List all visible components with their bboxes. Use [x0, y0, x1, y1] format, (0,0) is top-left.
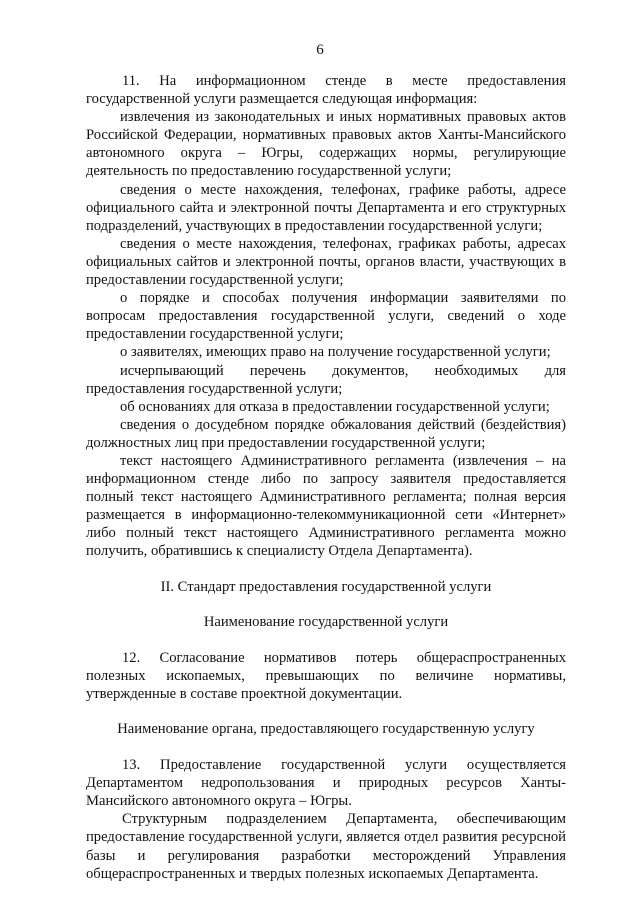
subtitle-service-name: Наименование государственной услуги [203, 613, 449, 630]
item-11-list-item: сведения о досудебном порядке обжалования действий (бездействия) должностных лиц при предоставлении государственной услуги; [86, 416, 566, 451]
item-11-list-item: о заявителях, имеющих право на получение государственной услуги; [120, 344, 551, 361]
item-13-extra: Структурным подразделением Департамента, обеспечивающим предоставление государственной услуги, является отдел развития ресурсной базы и регулирования разработки месторождений Управления общераспространенных и твердых полезных ископаемых Департамента. [86, 811, 566, 882]
section-2-title: II. Стандарт предоставления государственной услуги [160, 578, 492, 595]
item-11-intro: 11. На информационном стенде в месте предоставления государственной услуги размещается следующая информация: [86, 73, 566, 108]
item-11-list-item: сведения о месте нахождения, телефонах, графике работы, адресе официального сайта и электронной почты Департамента и его структурных подразделений, участвующих в предоставлении государственной услуги; [86, 181, 566, 234]
item-12: 12. Согласование нормативов потерь общераспространенных полезных ископаемых, превышающих по величине нормативы, утвержденные в составе проектной документации. [86, 649, 566, 702]
item-11-list-item: сведения о месте нахождения, телефонах, графиках работы, адресах официальных сайтов и электронной почты, органов власти, участвующих в предоставлении государственной услуги; [86, 235, 566, 289]
page-content [86, 72, 566, 883]
item-13: 13. Предоставление государственной услуги осуществляется Департаментом недропользования и природных ресурсов Ханты-Мансийского автономного округа – Югры. [86, 757, 566, 810]
item-11-list-item: извлечения из законодательных и иных нормативных правовых актов Российской Федерации, нормативных правовых актов Ханты-Мансийского автономного округа – Югры, содержащих нормы, регулирующие деятельность по предоставлению государственной услуги; [86, 109, 566, 180]
page-number: 6 [316, 42, 324, 58]
item-11-list-item: о порядке и способах получения информации заявителями по вопросам предоставления государственной услуги, сведений о ходе предоставлении государственной услуги; [86, 290, 566, 343]
item-11-list-item: исчерпывающий перечень документов, необходимых для предоставления государственной услуги; [86, 362, 566, 397]
subtitle-authority: Наименование органа, предоставляющего государственную услугу [117, 721, 535, 737]
item-11-list-item: об основаниях для отказа в предоставлении государственной услуги; [120, 398, 550, 415]
item-11-list-item: текст настоящего Административного регламента (извлечения – на информационном стенде либо по запросу заявителя предоставляется полный текст настоящего Административного регламента; полная версия размещается в информационно-телекоммуникационной сети «Интернет» либо полный текст настоящего Административного регламента можно получить, обратившись к специалисту Отдела Департамента). [86, 452, 566, 560]
